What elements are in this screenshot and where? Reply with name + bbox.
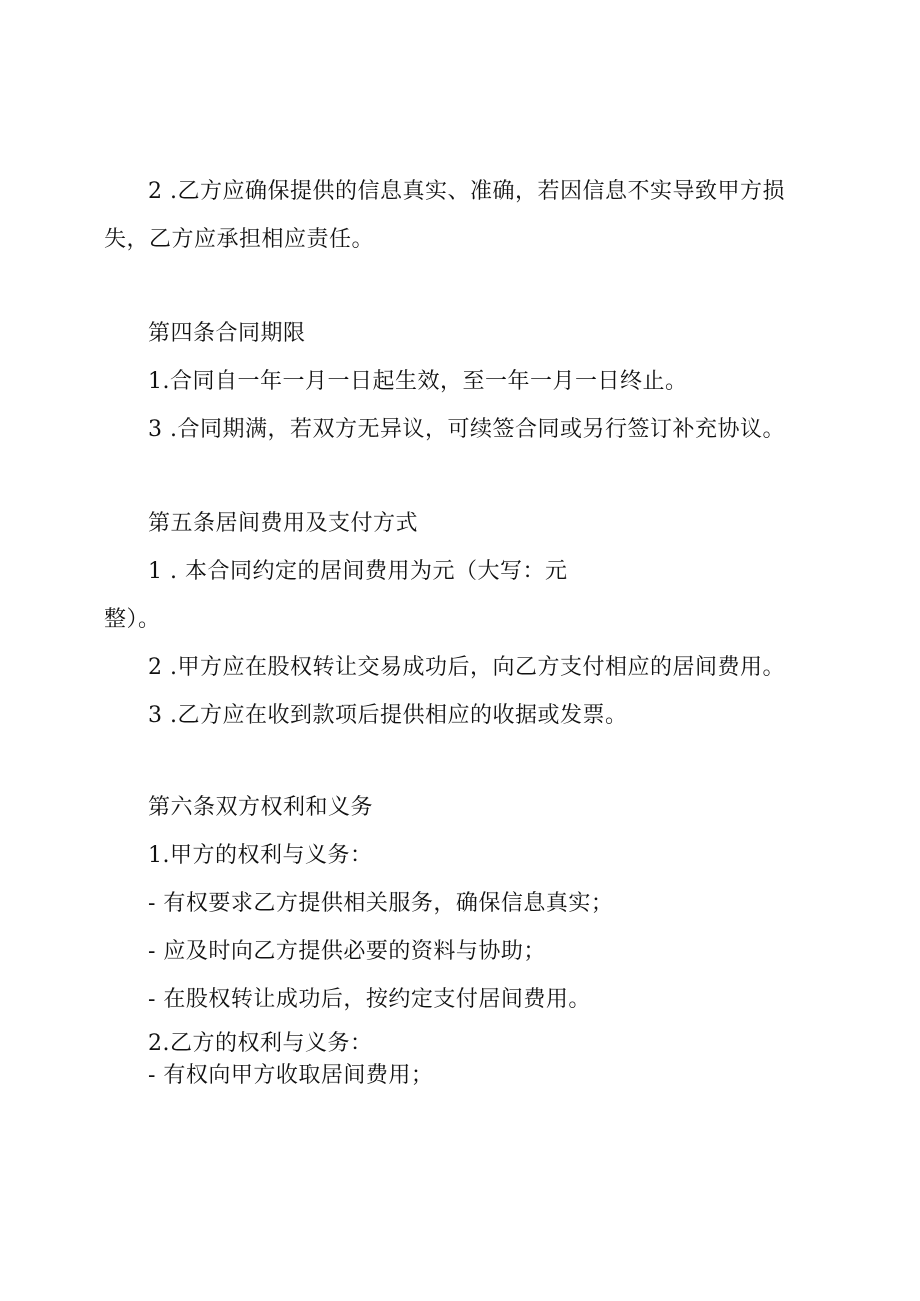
section-4-heading: 第四条合同期限: [148, 321, 306, 346]
section-6-party-a-item-3: - 在股权转让成功后，按约定支付居间费用。: [148, 987, 591, 1012]
section-6-heading: 第六条双方权利和义务: [148, 795, 374, 820]
section-6-party-b-item-1: - 有权向甲方收取居间费用；: [148, 1063, 434, 1088]
section-6-party-a-item-2: - 应及时向乙方提供必要的资料与协助；: [148, 939, 546, 964]
clause-3-item-2-line-1: 2 .乙方应确保提供的信息真实、准确，若因信息不实导致甲方损: [148, 179, 785, 204]
section-6-party-a-item-1: - 有权要求乙方提供相关服务，确保信息真实；: [148, 891, 614, 916]
section-6-party-a-heading: 1.甲方的权利与义务：: [148, 843, 373, 868]
section-4-item-1: 1.合同自一年一月一日起生效，至一年一月一日终止。: [148, 369, 688, 394]
section-6-party-b-heading: 2.乙方的权利与义务：: [148, 1031, 373, 1056]
section-5-item-1-line-2: 整）。: [104, 607, 161, 632]
section-5-heading: 第五条居间费用及支付方式: [148, 511, 419, 536]
section-4-item-3: 3 .合同期满，若双方无异议，可续签合同或另行签订补充协议。: [148, 417, 785, 442]
section-5-item-2: 2 .甲方应在股权转让交易成功后，向乙方支付相应的居间费用。: [148, 655, 785, 680]
section-5-item-3: 3 .乙方应在收到款项后提供相应的收据或发票。: [148, 703, 628, 728]
section-5-item-1-line-1: 1 . 本合同约定的居间费用为元（大写：元: [148, 559, 568, 584]
clause-3-item-2-line-2: 失，乙方应承担相应责任。: [104, 227, 375, 252]
